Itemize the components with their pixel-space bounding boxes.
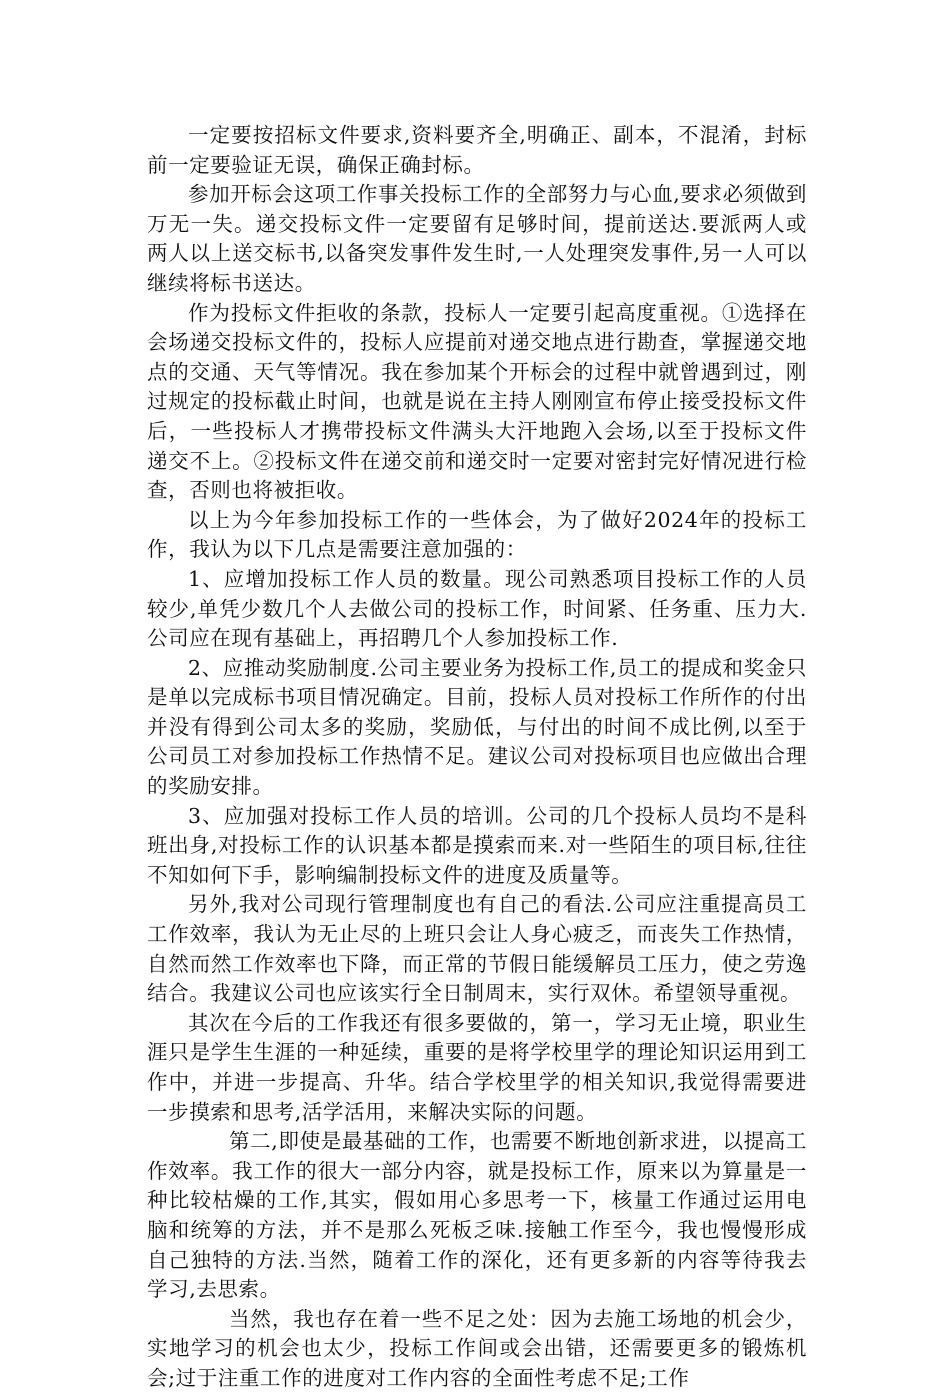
paragraph-rejection-terms: 作为投标文件拒收的条款，投标人一定要引起高度重视。①选择在会场递交投标文件的，投标人应提前对递交地点进行勘查，掌握递交地点的交通、天气等情况。我在参加某个开标会的过程中就曾遇到过，刚过规定的投标截止时间，也就是说在主持人刚刚宣布停止接受投标文件后，一些投标人才携带投标文件满头大汗地跑入会场,以至于投标文件递交不上。②投标文件在递交前和递交时一定要对密封完好情况进行检查，否则也将被拒收。 bbox=[147, 300, 807, 503]
document-body bbox=[147, 121, 807, 1394]
paragraph-bid-opening: 参加开标会这项工作事关投标工作的全部努力与心血,要求必须做到万无一失。递交投标文件一定要留有足够时间，提前送达.要派两人或两人以上送交标书,以备突发事件发生时,一人处理突发事件,另一人可以继续将标书送达。 bbox=[147, 182, 808, 295]
paragraph-shortcomings: 当然，我也存在着一些不足之处：因为去施工场地的机会少，实地学习的机会也太少，投标工作间或会出错，还需要更多的锻炼机会;过于注重工作的进度对工作内容的全面性考虑不足;工作 bbox=[147, 1306, 807, 1390]
paragraph-item-3: 3、应加强对投标工作人员的培训。公司的几个投标人员均不是科班出身,对投标工作的认识基本都是摸索而来.对一些陌生的项目标,往往不知如何下手，影响编制投标文件的进度及质量等。 bbox=[147, 803, 807, 887]
paragraph-management: 另外,我对公司现行管理制度也有自己的看法.公司应注重提高员工工作效率，我认为无止尽的上班只会让人身心疲乏，而丧失工作热情，自然而然工作效率也下降，而正常的节假日能缓解员工压力，使之劳逸结合。我建议公司也应该实行全日制周末，实行双休。希望领导重视。 bbox=[147, 892, 807, 1006]
paragraph-item-2: 2、应推动奖励制度.公司主要业务为投标工作,员工的提成和奖金只是单以完成标书项目情况确定。目前，投标人员对投标工作所作的付出并没有得到公司太多的奖励，奖励低，与付出的时间不成比例,以至于公司员工对参加投标工作热情不足。建议公司对投标项目也应做出合理的奖励安排。 bbox=[147, 655, 807, 799]
paragraph-intro-2024: 以上为今年参加投标工作的一些体会，为了做好2024年的投标工作，我认为以下几点是需要注意加强的： bbox=[147, 507, 807, 562]
paragraph-future-first: 其次在今后的工作我还有很多要做的，第一，学习无止境，职业生涯只是学生生涯的一种延续，重要的是将学校里学的理论知识运用到工作中，并进一步提高、升华。结合学校里学的相关知识,我觉得需要进一步摸索和思考,活学活用，来解决实际的问题。 bbox=[147, 1010, 807, 1124]
paragraph-item-1: 1、应增加投标工作人员的数量。现公司熟悉项目投标工作的人员较少,单凭少数几个人去做公司的投标工作，时间紧、任务重、压力大.公司应在现有基础上，再招聘几个人参加投标工作. bbox=[147, 566, 807, 651]
paragraph-sealing: 一定要按招标文件要求,资料要齐全,明确正、副本，不混淆，封标前一定要验证无误，确保正确封标。 bbox=[147, 123, 807, 177]
paragraph-future-second: 第二,即使是最基础的工作，也需要不断地创新求进，以提高工作效率。我工作的很大一部分内容，就是投标工作，原来以为算量是一种比较枯燥的工作,其实，假如用心多思考一下，核量工作通过运用电脑和统筹的方法，并不是那么死板乏味.接触工作至今，我也慢慢形成自己独特的方法.当然，随着工作的深化，还有更多新的内容等待我去学习,去思索。 bbox=[147, 1129, 807, 1302]
